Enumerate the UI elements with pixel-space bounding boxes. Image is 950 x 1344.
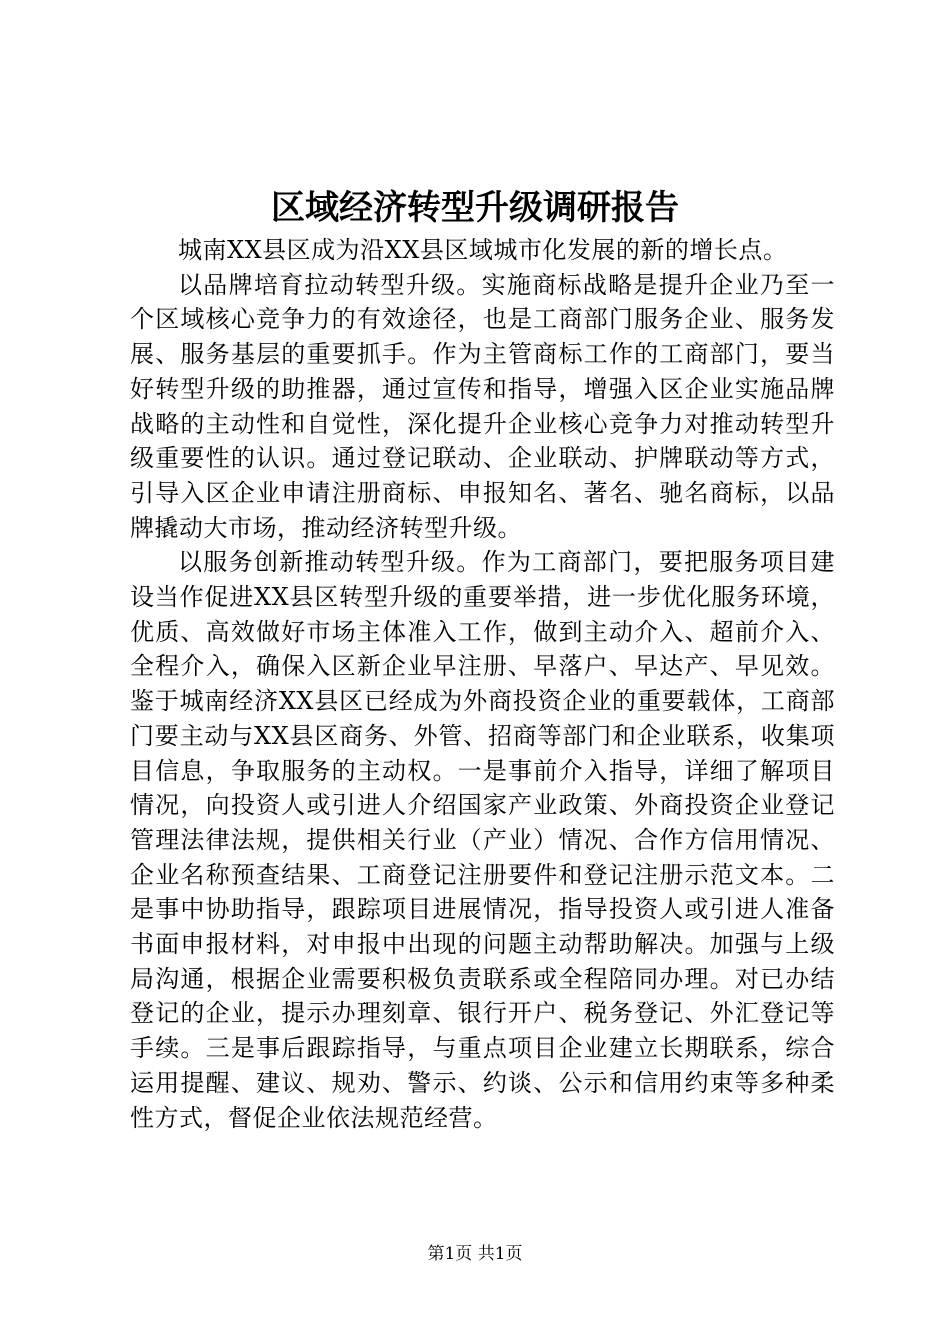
paragraph-brand: 以品牌培育拉动转型升级。实施商标战略是提升企业乃至一个区域核心竞争力的有效途径，也是工商部门服务企业、服务发展、服务基层的重要抓手。作为主管商标工作的工商部门，要当好转型升级的助推器，通过宣传和指导，增强入区企业实施品牌战略的主动性和自觉性，深化提升企业核心竞争力对推动转型升级重要性的认识。通过登记联动、企业联动、护牌联动等方式，引导入区企业申请注册商标、申报知名、著名、驰名商标，以品牌撬动大市场，推动经济转型升级。: [130, 270, 835, 542]
document-body: [130, 233, 835, 1135]
document-title: 区域经济转型升级调研报告: [271, 188, 679, 228]
page-footer: 第1页 共1页: [427, 1244, 523, 1264]
paragraph-service: 以服务创新推动转型升级。作为工商部门，要把服务项目建设当作促进XX县区转型升级的重要举措，进一步优化服务环境，优质、高效做好市场主体准入工作，做到主动介入、超前介入、全程介入，确保入区新企业早注册、早落户、早达产、早见效。鉴于城南经济XX县区已经成为外商投资企业的重要载体，工商部门要主动与XX县区商务、外管、招商等部门和企业联系，收集项目信息，争取服务的主动权。一是事前介入指导，详细了解项目情况，向投资人或引进人介绍国家产业政策、外商投资企业登记管理法律法规，提供相关行业（产业）情况、合作方信用情况、企业名称预查结果、工商登记注册要件和登记注册示范文本。二是事中协助指导，跟踪项目进展情况，指导投资人或引进人准备书面申报材料，对申报中出现的问题主动帮助解决。加强与上级局沟通，根据企业需要积极负责联系或全程陪同办理。对已办结登记的企业，提示办理刻章、银行开户、税务登记、外汇登记等手续。三是事后跟踪指导，与重点项目企业建立长期联系，综合运用提醒、建议、规劝、警示、约谈、公示和信用约束等多种柔性方式，督促企业依法规范经营。: [130, 548, 835, 1132]
paragraph-intro: 城南XX县区成为沿XX县区域城市化发展的新的增长点。: [178, 236, 788, 264]
